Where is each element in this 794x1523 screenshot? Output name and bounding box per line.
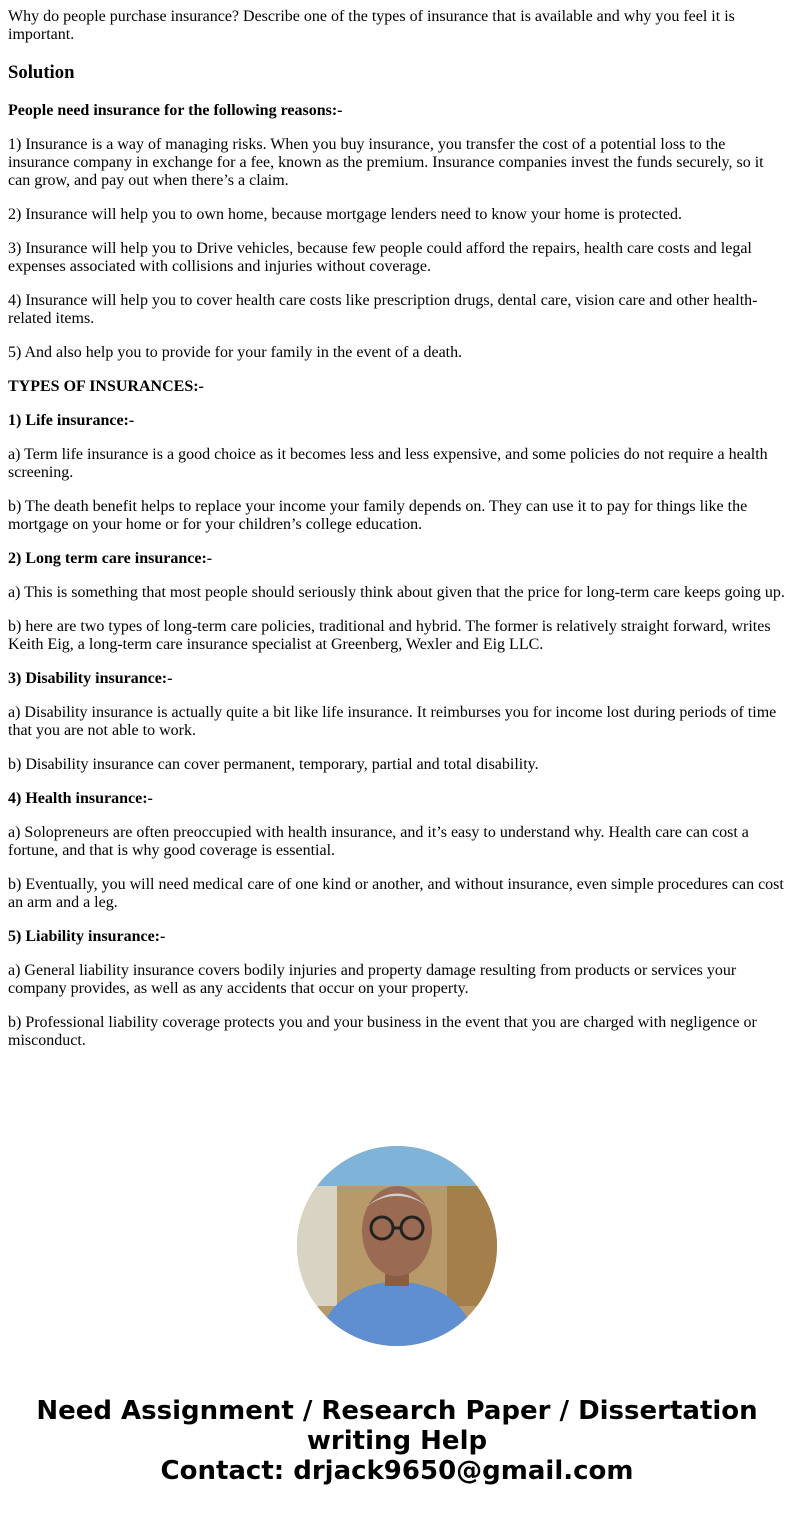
section-heading: 5) Liability insurance:-	[8, 928, 166, 945]
author-photo	[297, 1146, 497, 1346]
paragraph: 4) Insurance will help you to cover health care costs like prescription drugs, dental care, vision care and other health-related items.	[8, 292, 758, 327]
section-heading: 3) Disability insurance:-	[8, 670, 173, 687]
section-heading: 4) Health insurance:-	[8, 790, 153, 807]
paragraph: 5) And also help you to provide for your family in the event of a death.	[8, 344, 463, 361]
section-heading: 1) Life insurance:-	[8, 412, 135, 429]
paragraph: b) here are two types of long-term care policies, traditional and hybrid. The former is relatively straight forward, writes Keith Eig, a long-term care insurance specialist at Greenberg, Wexler and Eig LLC.	[8, 618, 771, 653]
paragraph: 2) Insurance will help you to own home, because mortgage lenders need to know your home is protected.	[8, 206, 683, 223]
paragraph: b) The death benefit helps to replace your income your family depends on. They can use it to pay for things like the mortgage on your home or for your children’s college education.	[8, 498, 748, 533]
paragraph: a) Term life insurance is a good choice as it becomes less and less expensive, and some policies do not require a health screening.	[8, 446, 768, 481]
section-heading: People need insurance for the following reasons:-	[8, 102, 343, 119]
question-text: Why do people purchase insurance? Describe one of the types of insurance that is available and why you feel it is important.	[8, 8, 735, 43]
contact-footer	[8, 1396, 786, 1486]
section-heading: 2) Long term care insurance:-	[8, 550, 213, 567]
paragraph: b) Disability insurance can cover permanent, temporary, partial and total disability.	[8, 756, 539, 773]
solution-heading: Solution	[8, 62, 75, 83]
paragraph: a) General liability insurance covers bodily injuries and property damage resulting from products or services your company provides, as well as any accidents that occur on your property.	[8, 962, 737, 997]
author-photo-container	[8, 1146, 786, 1346]
solution-body	[8, 102, 786, 1050]
footer-contact-email: Contact: drjack9650@gmail.com	[160, 1456, 634, 1486]
paragraph: 3) Insurance will help you to Drive vehicles, because few people could afford the repairs, health care costs and legal expenses associated with collisions and injuries without coverage.	[8, 240, 752, 275]
paragraph: a) Solopreneurs are often preoccupied with health insurance, and it’s easy to understand why. Health care can cost a fortune, and that is why good coverage is essential.	[8, 824, 749, 859]
paragraph: a) This is something that most people should seriously think about given that the price for long-term care keeps going up.	[8, 584, 785, 601]
paragraph: 1) Insurance is a way of managing risks. When you buy insurance, you transfer the cost of a potential loss to the insurance company in exchange for a fee, known as the premium. Insurance companies invest the funds securely, so it can grow, and pay out when there’s a claim.	[8, 136, 764, 189]
paragraph: b) Eventually, you will need medical care of one kind or another, and without insurance, even simple procedures can cost an arm and a leg.	[8, 876, 784, 911]
section-heading: TYPES OF INSURANCES:-	[8, 378, 204, 395]
footer-promo-text: Need Assignment / Research Paper / Dissertation writing Help	[36, 1396, 758, 1456]
paragraph: a) Disability insurance is actually quite a bit like life insurance. It reimburses you for income lost during periods of time that you are not able to work.	[8, 704, 777, 739]
paragraph: b) Professional liability coverage protects you and your business in the event that you are charged with negligence or misconduct.	[8, 1014, 757, 1049]
